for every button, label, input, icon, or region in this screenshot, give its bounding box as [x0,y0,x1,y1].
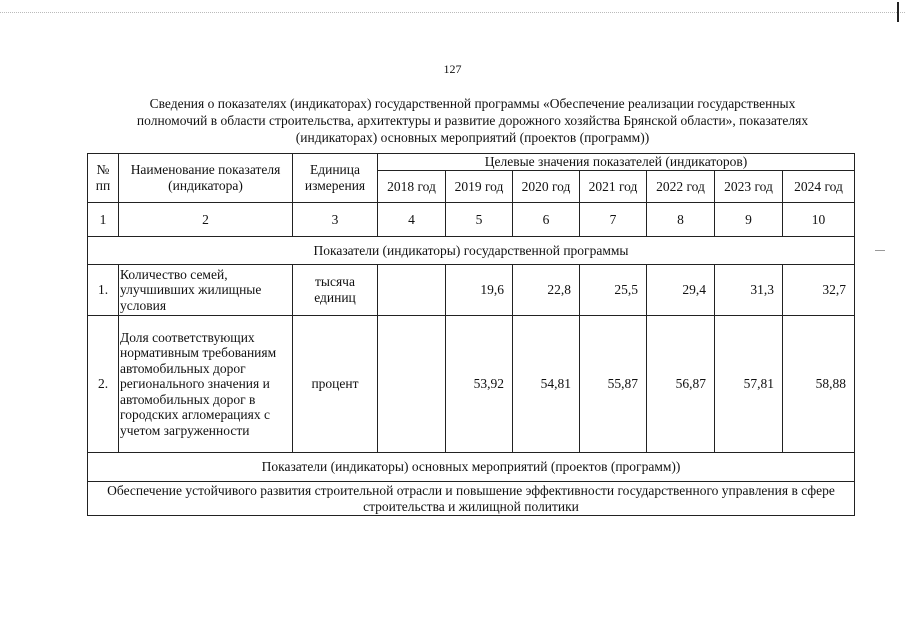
header-name-line2: (индикатора) [168,178,243,193]
column-number: 8 [647,203,715,237]
section-events-row [88,453,855,482]
column-number: 9 [715,203,783,237]
section-program-heading: Показатели (индикаторы) государственной программы [88,237,855,265]
header-year: 2018 год [378,171,446,203]
column-number: 6 [513,203,580,237]
title-line-1: Сведения о показателях (индикаторах) государственной программы «Обеспечение реализации государственных [149,96,796,111]
title-line-2: полномочий в области строительства, архитектуры и развитие дорожного хозяйства Брянской области», показателях [136,113,809,128]
row-value: 55,87 [580,316,647,453]
document-title [90,95,855,146]
column-number: 5 [446,203,513,237]
column-number: 2 [119,203,293,237]
table-row [88,316,855,453]
section-events-heading: Показатели (индикаторы) основных мероприятий (проектов (программ)) [88,453,855,482]
header-year: 2024 год [783,171,855,203]
header-year: 2021 год [580,171,647,203]
column-number: 10 [783,203,855,237]
header-name-line1: Наименование показателя [130,162,281,177]
row-indicator-name: Количество семей, улучшивших жилищные условия [119,265,293,316]
row-indicator-name: Доля соответствующих нормативным требованиям автомобильных дорог регионального значения и автомобильных дорог в городских агломерациях с учетом загруженности [119,316,293,453]
goal-text: Обеспечение устойчивого развития строительной отрасли и повышение эффективности государственного управления в сфере строительства и жилищной политики [88,482,855,516]
header-unit-line1: Единица [309,162,360,177]
header-year: 2019 год [446,171,513,203]
header-num-line1: № [96,162,110,177]
row-value: 54,81 [513,316,580,453]
row-value: 57,81 [715,316,783,453]
row-value: 56,87 [647,316,715,453]
header-year: 2023 год [715,171,783,203]
column-number: 7 [580,203,647,237]
row-value: 53,92 [446,316,513,453]
header-name [119,154,293,203]
row-unit: тысяча единиц [293,265,378,316]
row-value: 29,4 [647,265,715,316]
row-num: 1. [88,265,119,316]
row-value: 19,6 [446,265,513,316]
column-number: 1 [88,203,119,237]
goal-row [88,482,855,516]
row-value [378,316,446,453]
table-row [88,265,855,316]
row-value: 32,7 [783,265,855,316]
header-year: 2022 год [647,171,715,203]
header-year: 2020 год [513,171,580,203]
header-targets: Целевые значения показателей (индикаторов) [378,154,855,171]
header-unit [293,154,378,203]
header-unit-line2: измерения [304,178,366,193]
row-value: 25,5 [580,265,647,316]
header-num [88,154,119,203]
column-numbers-row [88,203,855,237]
scan-artifact-line [0,12,905,17]
indicators-table [87,153,855,516]
row-unit: процент [293,316,378,453]
column-number: 4 [378,203,446,237]
row-value: 22,8 [513,265,580,316]
row-value [378,265,446,316]
column-number: 3 [293,203,378,237]
row-num: 2. [88,316,119,453]
header-row [88,154,855,171]
row-value: 31,3 [715,265,783,316]
scan-edge-mark [897,2,899,22]
header-num-line2: пп [95,178,111,193]
section-program-row [88,237,855,265]
title-line-3: (индикаторах) основных мероприятий (проектов (программ)) [295,130,650,145]
scan-side-mark [875,250,885,251]
page-number: 127 [443,62,462,76]
row-value: 58,88 [783,316,855,453]
